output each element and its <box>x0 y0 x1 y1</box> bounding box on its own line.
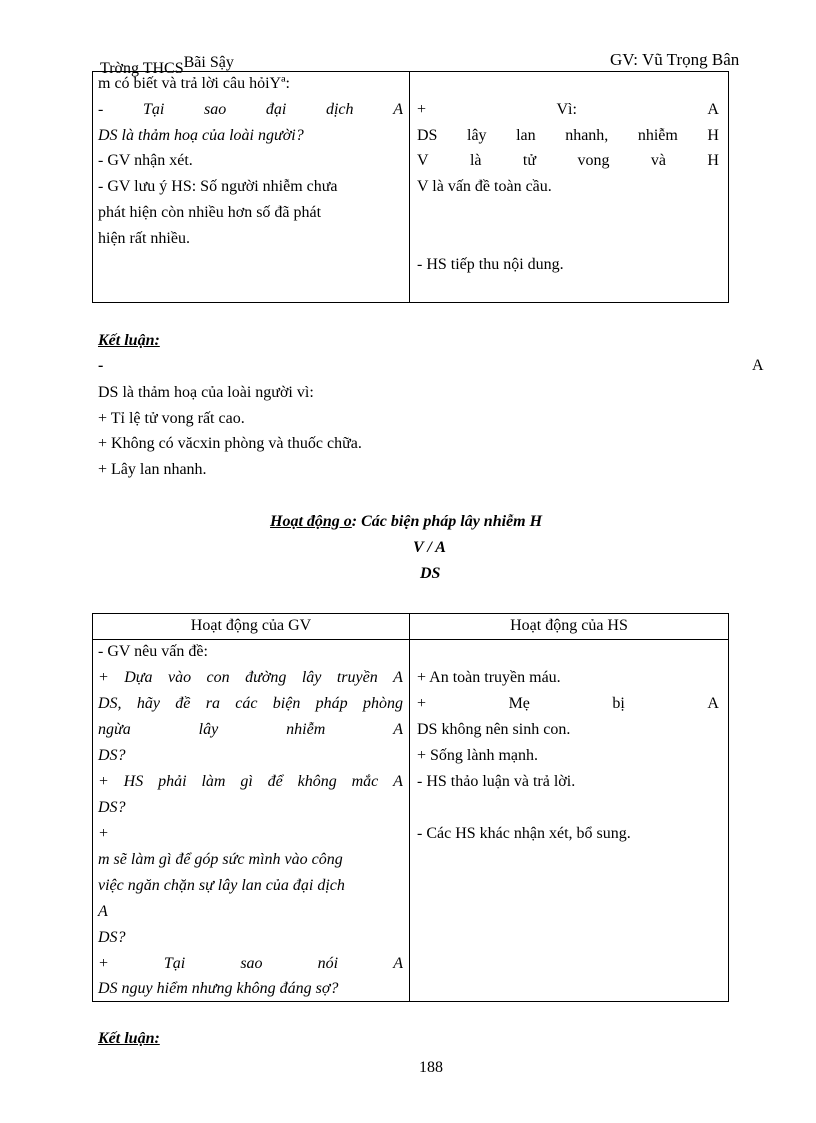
t1-left-line-3: - GV nhận xét. <box>98 152 193 169</box>
conclusion-1-a: A <box>752 357 764 374</box>
t2-right-line-0: + An toàn truyền máu. <box>417 669 561 686</box>
conclusion-1-line-1: + Tỉ lệ tử vong rất cao. <box>98 410 245 427</box>
t1-right-line-4: - HS tiếp thu nội dung. <box>417 256 564 273</box>
t2-header-gv: Hoạt động của GV <box>190 617 312 634</box>
page-number: 188 <box>419 1059 443 1076</box>
t1-left-line-2: DS là thảm hoạ của loài người? <box>98 127 304 144</box>
t2-left-line-5: + HS phải làm gì để không mắc A <box>98 773 403 790</box>
activity-title <box>270 513 542 531</box>
t2-right-line-1: + Mẹ bị A <box>417 695 719 712</box>
t2-left-line-4: DS? <box>98 747 126 764</box>
t1-right-line-3: V là vấn đề toàn cầu. <box>417 178 552 195</box>
t1-left-line-6: hiện rất nhiều. <box>98 230 190 247</box>
header-school-part1: Trờng THCS <box>100 60 184 77</box>
header-school <box>100 54 234 77</box>
t1-left-line-1: - Tại sao đại dịch A <box>98 101 403 118</box>
activity-line-3: DS <box>420 565 441 582</box>
t2-left-line-12: + Tại sao nói A <box>98 955 403 972</box>
t2-right-line-3: + Sống lành mạnh. <box>417 747 539 764</box>
header-school-part2: Bãi Sậy <box>183 54 234 71</box>
t2-right-line-4: - HS thảo luận và trả lời. <box>417 773 576 790</box>
t2-left-line-11: DS? <box>98 929 126 946</box>
t1-left-line-0: m có biết và trả lời câu hỏiYª: <box>98 75 290 92</box>
conclusion-1-heading: Kết luận: <box>98 332 160 349</box>
t2-right-line-5: - Các HS khác nhận xét, bổ sung. <box>417 825 631 842</box>
t2-left-line-3: ngừa lây nhiễm A <box>98 721 403 738</box>
activity-title-underlined: Hoạt động o <box>270 513 352 530</box>
t2-right-line-2: DS không nên sinh con. <box>417 721 571 738</box>
conclusion-2-heading: Kết luận: <box>98 1030 160 1047</box>
t2-left-line-6: DS? <box>98 799 126 816</box>
table-2 <box>92 613 729 1002</box>
t1-right-line-2: V là tử vong và H <box>417 152 719 169</box>
t1-right-line-0: + Vì: A <box>417 101 719 118</box>
conclusion-1-line-2: + Không có văcxin phòng và thuốc chữa. <box>98 435 362 452</box>
t1-left-line-4: - GV lưu ý HS: Số người nhiễm chưa <box>98 178 338 195</box>
t2-left-line-2: DS, hãy đề ra các biện pháp phòng <box>98 695 403 712</box>
conclusion-1-dash: - <box>98 357 104 374</box>
activity-title-rest: : Các biện pháp lây nhiễm H <box>351 513 543 530</box>
t2-left-line-0: - GV nêu vấn đề: <box>98 643 208 660</box>
t2-left-line-1: + Dựa vào con đường lây truyền A <box>98 669 403 686</box>
t1-right-line-1: DS lây lan nhanh, nhiễm H <box>417 127 719 144</box>
activity-line-2: V / A <box>413 539 446 556</box>
t2-left-line-10: A <box>98 903 108 920</box>
t1-left-line-5: phát hiện còn nhiều hơn số đã phát <box>98 204 322 221</box>
t2-left-line-8: m sẽ làm gì để góp sức mình vào công <box>98 851 343 868</box>
t2-left-line-9: việc ngăn chặn sự lây lan của đại dịch <box>98 877 345 894</box>
table-1 <box>92 71 729 303</box>
t2-left-line-7: + <box>98 825 109 842</box>
conclusion-1-line-3: + Lây lan nhanh. <box>98 461 207 478</box>
conclusion-1-line-0: DS là thảm hoạ của loài người vì: <box>98 384 314 401</box>
header-teacher: GV: Vũ Trọng Bân <box>610 50 740 69</box>
t2-header-hs: Hoạt động của HS <box>510 617 628 634</box>
t2-left-line-13: DS nguy hiểm nhưng không đáng sợ? <box>98 980 339 997</box>
